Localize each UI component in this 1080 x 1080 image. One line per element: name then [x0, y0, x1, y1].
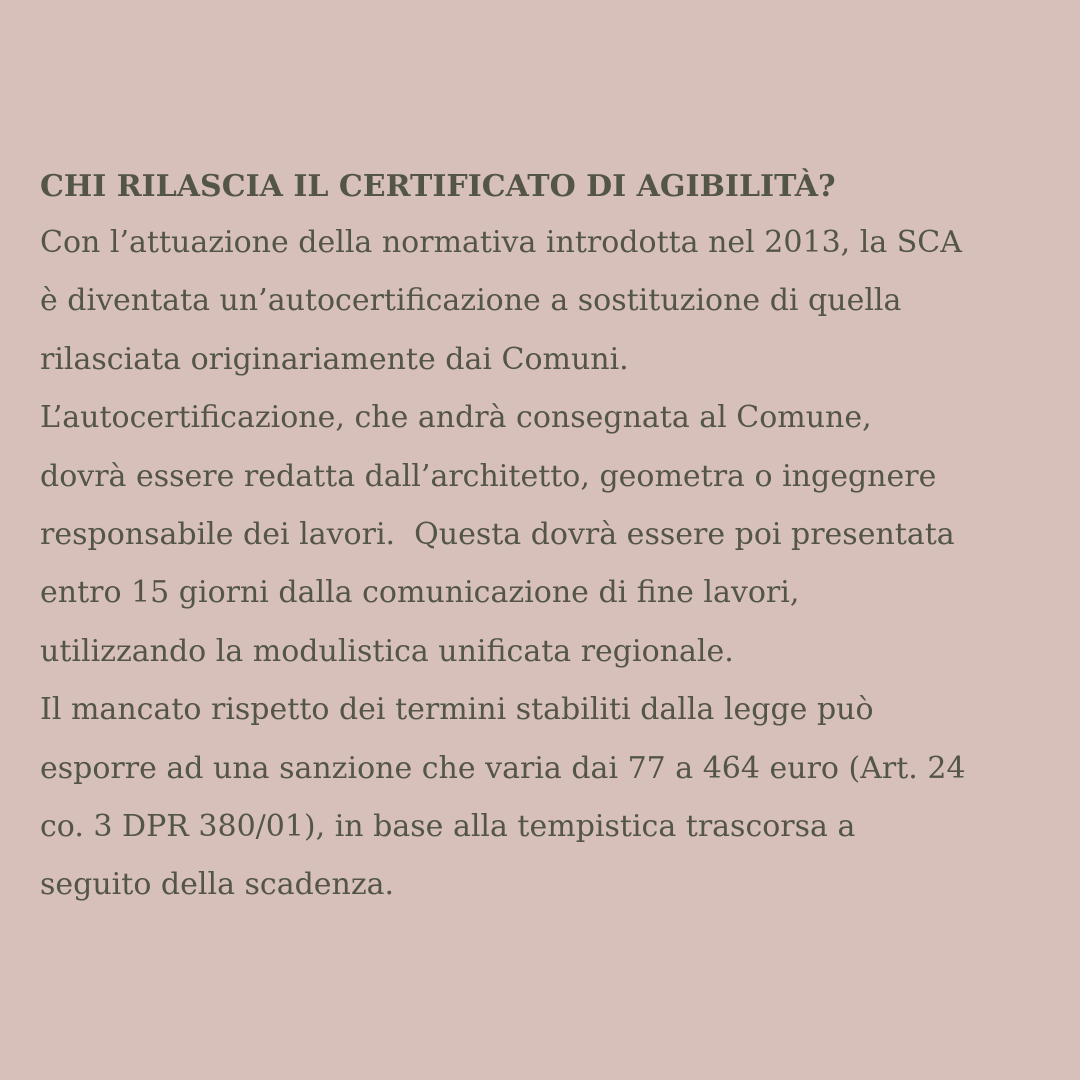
- heading: CHI RILASCIA IL CERTIFICATO DI AGIBILITÀ?: [40, 169, 836, 204]
- body-line: utilizzando la modulistica unificata regionale.: [40, 633, 734, 669]
- body-line: esporre ad una sanzione che varia dai 77 a 464 euro (Art. 24: [40, 750, 966, 786]
- body-line: L’autocertificazione, che andrà consegnata al Comune,: [40, 400, 872, 436]
- body-line: responsabile dei lavori. Questa dovrà essere poi presentata: [40, 517, 955, 553]
- body-line: seguito della scadenza.: [40, 867, 395, 903]
- body-line: entro 15 giorni dalla comunicazione di fine lavori,: [40, 575, 800, 611]
- body-line: è diventata un’autocertificazione a sostituzione di quella: [40, 283, 902, 319]
- body-line: Il mancato rispetto dei termini stabiliti dalla legge può: [40, 692, 874, 728]
- body-line: rilasciata originariamente dai Comuni.: [40, 341, 629, 377]
- text-block: [40, 160, 1050, 915]
- body-line: Con l’attuazione della normativa introdotta nel 2013, la SCA: [40, 225, 962, 260]
- body-line: co. 3 DPR 380/01), in base alla tempistica trascorsa a: [40, 809, 856, 845]
- body-line: dovrà essere redatta dall’architetto, geometra o ingegnere: [40, 458, 937, 494]
